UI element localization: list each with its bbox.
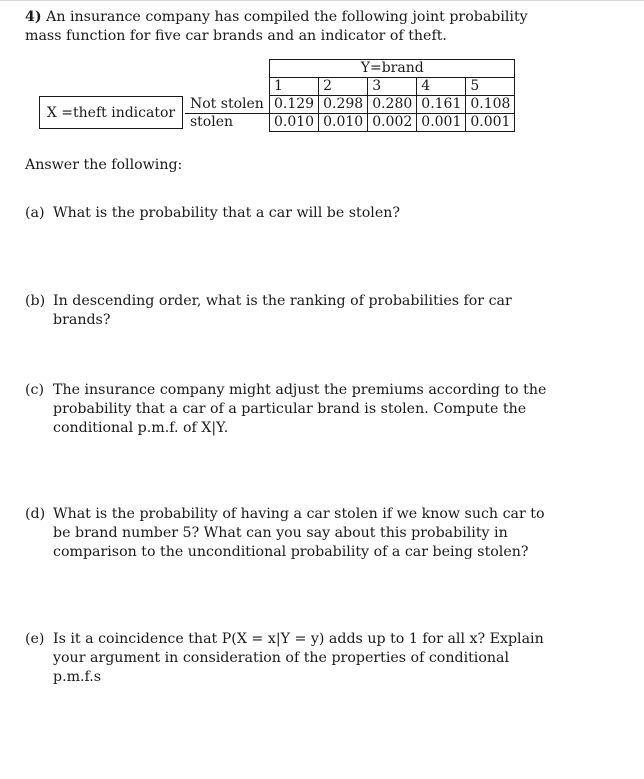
table-cell: 0.161 [417, 96, 466, 114]
y-variable-label: Y=brand [270, 60, 515, 78]
table-cell: 0.002 [368, 114, 417, 132]
question-label: (d) [25, 506, 46, 522]
problem-statement [25, 8, 555, 46]
brand-header: 1 [270, 78, 319, 96]
problem-intro: An insurance company has compiled the following joint probability mass function for five car brands and an indicator of theft. [25, 9, 528, 44]
table-cell: 0.010 [270, 114, 319, 132]
question-text: The insurance company might adjust the premiums according to the probability that a car of a particular brand is stolen. Compute the conditional p.m.f. of X|Y. [53, 382, 547, 436]
row-labels [190, 95, 264, 131]
brand-header-row [270, 78, 515, 96]
x-variable-label: X =theft indicator [39, 96, 183, 129]
answer-prompt: Answer the following: [25, 157, 183, 173]
question-label: (b) [25, 293, 46, 309]
question-a [25, 204, 550, 223]
table-cell: 0.129 [270, 96, 319, 114]
question-text: What is the probability that a car will be stolen? [53, 205, 400, 221]
question-text: In descending order, what is the ranking of probabilities for car brands? [53, 293, 512, 328]
problem-number: 4) [25, 9, 42, 25]
table-cell: 0.280 [368, 96, 417, 114]
question-e [25, 630, 550, 687]
row-label-not-stolen: Not stolen [190, 96, 264, 112]
table-cell: 0.298 [319, 96, 368, 114]
question-label: (c) [25, 382, 45, 398]
question-label: (a) [25, 205, 45, 221]
table-cell: 0.001 [417, 114, 466, 132]
table-row-stolen [270, 114, 515, 132]
question-d [25, 505, 550, 562]
brand-header: 2 [319, 78, 368, 96]
table-cell: 0.001 [466, 114, 515, 132]
row-label-stolen: stolen [190, 114, 234, 130]
brand-header: 5 [466, 78, 515, 96]
table-row-not-stolen [270, 96, 515, 114]
question-b [25, 292, 550, 330]
top-rule [0, 0, 644, 1]
brand-header: 3 [368, 78, 417, 96]
table-cell: 0.010 [319, 114, 368, 132]
question-c [25, 381, 550, 438]
joint-pmf-table [269, 59, 515, 132]
question-text: Is it a coincidence that P(X = x|Y = y) adds up to 1 for all x? Explain your argument in consideration of the properties of conditional p.m.f.s [53, 631, 544, 685]
question-label: (e) [25, 631, 45, 647]
question-text: What is the probability of having a car stolen if we know such car to be brand number 5? What can you say about this probability in comparison to the unconditional probability of a car being stolen? [53, 506, 545, 560]
table-cell: 0.108 [466, 96, 515, 114]
brand-header: 4 [417, 78, 466, 96]
